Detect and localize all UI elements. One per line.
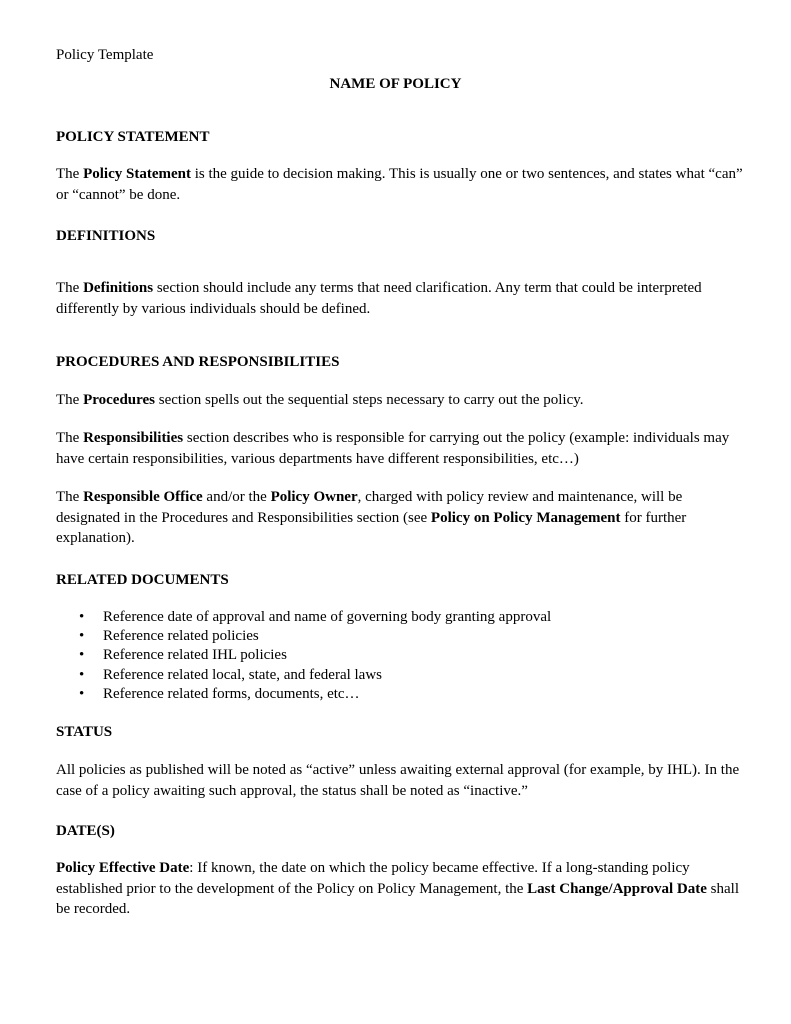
section-heading-status: STATUS	[56, 724, 113, 740]
document-title: NAME OF POLICY	[329, 76, 462, 92]
policy-statement-paragraph	[56, 164, 746, 205]
responsible-office-paragraph	[56, 487, 746, 549]
bullet-icon: •	[79, 609, 85, 625]
list-item	[56, 608, 746, 627]
list-item-text: Reference related forms, documents, etc…	[103, 685, 360, 702]
text: and/or the	[202, 489, 271, 505]
text: for further explanation).	[56, 509, 687, 546]
procedures-paragraph	[56, 390, 746, 411]
list-item-text: Reference related IHL policies	[103, 647, 287, 664]
bullet-icon: •	[79, 666, 85, 683]
text: section should include any terms that need clarification. Any term that could be interpreted differently by various individuals should be defined.	[56, 280, 702, 317]
text: The	[56, 166, 84, 182]
status-paragraph: All policies as published will be noted as “active” unless awaiting external approval (for example, by IHL). In the case of a policy awaiting such approval, the status shall be noted as “inactive.”	[56, 762, 740, 799]
text: section spells out the sequential steps necessary to carry out the policy.	[155, 392, 584, 408]
bold-term: Policy on Policy Management	[430, 509, 621, 526]
list-item-text: Reference date of approval and name of governing body granting approval	[103, 609, 552, 625]
text: The	[56, 489, 84, 505]
definitions-paragraph	[56, 278, 746, 319]
text: The	[56, 392, 84, 408]
text: The	[56, 280, 84, 296]
bold-term: Policy Statement	[83, 166, 191, 182]
bold-term: Definitions	[83, 280, 154, 296]
list-item	[56, 627, 746, 646]
bold-term: Responsible Office	[83, 489, 203, 505]
text: is the guide to decision making. This is usually one or two sentences, and states what “can” or “cannot” be done.	[56, 166, 743, 203]
dates-paragraph	[56, 858, 746, 920]
bold-term: Procedures	[83, 392, 156, 408]
section-heading-policy-statement: POLICY STATEMENT	[56, 129, 210, 145]
text: , charged with policy review and maintenance, will be designated in the Procedures and Responsibilities section (see	[56, 489, 683, 526]
section-heading-procedures: PROCEDURES AND RESPONSIBILITIES	[56, 354, 340, 370]
bullet-icon: •	[79, 685, 85, 702]
bold-term: Responsibilities	[83, 430, 184, 446]
bold-term: Policy Effective Date	[56, 860, 190, 876]
document-header-label: Policy Template	[56, 47, 154, 63]
section-heading-related-documents: RELATED DOCUMENTS	[56, 572, 229, 588]
bullet-icon: •	[79, 647, 85, 664]
list-item	[56, 685, 746, 704]
text: : If known, the date on which the policy became effective. If a long-standing policy established prior to the development of the Policy on Policy Management, the	[56, 860, 690, 897]
text: shall be recorded.	[56, 880, 739, 917]
text: The	[56, 430, 84, 446]
list-item	[56, 646, 746, 665]
responsibilities-paragraph	[56, 428, 746, 469]
list-item-text: Reference related policies	[103, 628, 259, 645]
list-item	[56, 666, 746, 685]
bold-term: Policy Owner	[270, 489, 358, 505]
section-heading-definitions: DEFINITIONS	[56, 228, 156, 244]
section-heading-dates: DATE(S)	[56, 823, 115, 839]
list-item-text: Reference related local, state, and federal laws	[103, 666, 383, 683]
bold-term: Last Change/Approval Date	[527, 880, 707, 897]
related-documents-list	[56, 608, 746, 704]
bullet-icon: •	[79, 628, 85, 645]
text: section describes who is responsible for carrying out the policy (example: individuals may have certain responsibilities, various departments have different responsibilities, etc…)	[56, 430, 730, 467]
